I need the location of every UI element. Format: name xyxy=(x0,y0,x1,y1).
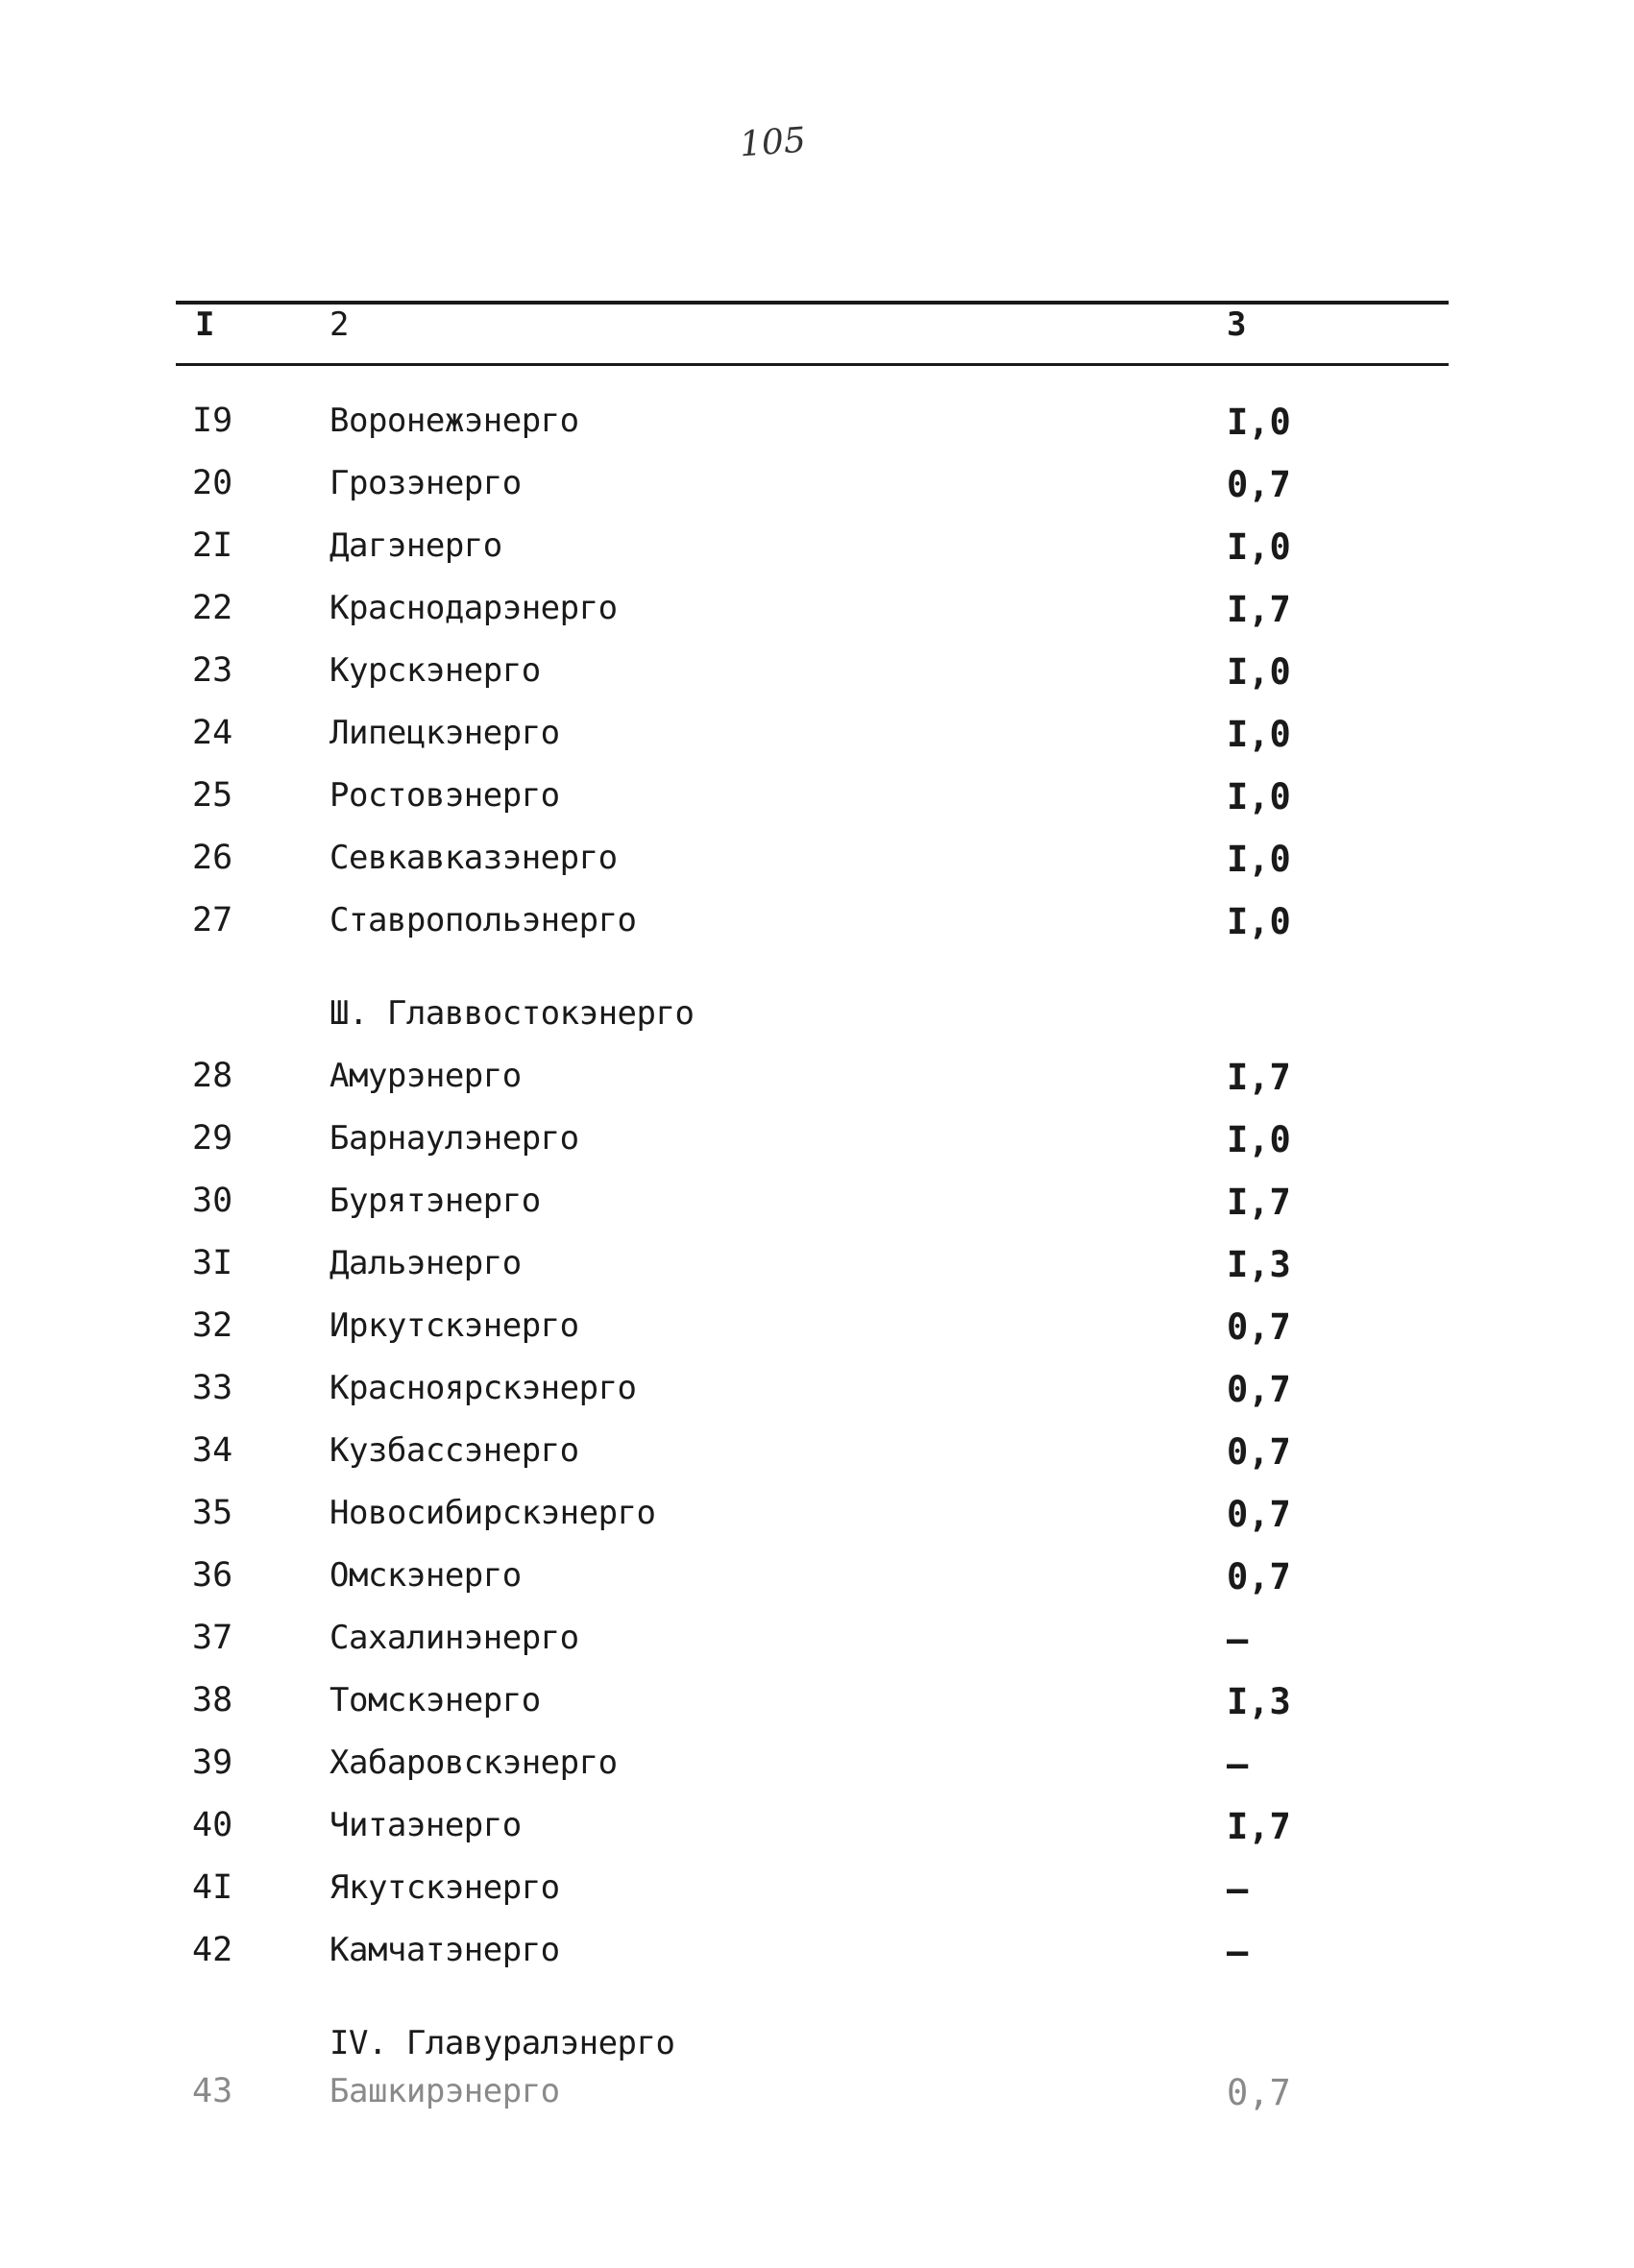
row-value: I,0 xyxy=(1227,402,1291,443)
page-number: 105 xyxy=(738,120,808,165)
row-value: I,7 xyxy=(1227,1806,1291,1847)
row-name: Кузбассэнерго xyxy=(329,1431,579,1470)
row-number: 22 xyxy=(192,589,233,627)
row-number: 36 xyxy=(192,1556,233,1595)
row-value: I,0 xyxy=(1227,714,1291,755)
row-name: Краснодарэнерго xyxy=(329,589,618,627)
row-number: 38 xyxy=(192,1681,233,1719)
row-value: I,7 xyxy=(1227,1182,1291,1223)
table-row xyxy=(0,1931,1634,1979)
row-value: I,0 xyxy=(1227,901,1291,942)
table-row xyxy=(0,1494,1634,1542)
table-row xyxy=(0,2072,1634,2120)
row-name: Севкавказэнерго xyxy=(329,839,618,877)
row-value: I,0 xyxy=(1227,776,1291,817)
table-row xyxy=(0,1182,1634,1230)
row-number: 3I xyxy=(192,1244,233,1282)
table-row xyxy=(0,776,1634,824)
row-name: Томскэнерго xyxy=(329,1681,541,1719)
row-name: Хабаровскэнерго xyxy=(329,1744,618,1782)
table-row xyxy=(0,1057,1634,1105)
table-row xyxy=(0,1556,1634,1604)
row-value: 0,7 xyxy=(1227,1431,1291,1473)
table-row xyxy=(0,1119,1634,1167)
row-number: 39 xyxy=(192,1744,233,1782)
row-name: Амурэнерго xyxy=(329,1057,522,1095)
row-name: Сахалинэнерго xyxy=(329,1619,579,1657)
section-heading xyxy=(0,994,1634,1042)
row-value: 0,7 xyxy=(1227,2072,1291,2113)
row-number: I9 xyxy=(192,402,233,440)
row-name: Ставропольэнерго xyxy=(329,901,637,939)
row-value: I,7 xyxy=(1227,1057,1291,1098)
table-header-rule xyxy=(176,363,1449,366)
table-row xyxy=(0,839,1634,887)
table-row xyxy=(0,714,1634,762)
row-value: I,0 xyxy=(1227,1119,1291,1160)
row-number: 27 xyxy=(192,901,233,939)
row-number: 43 xyxy=(192,2072,233,2110)
column-header-1: I xyxy=(195,305,215,344)
table-row xyxy=(0,1244,1634,1292)
row-name: Новосибирскэнерго xyxy=(329,1494,656,1532)
table-row xyxy=(0,1744,1634,1792)
row-value: I,0 xyxy=(1227,839,1291,880)
row-name: Воронежэнерго xyxy=(329,402,579,440)
section-title: Ш. Главвостокэнерго xyxy=(329,994,695,1033)
column-header-2: 2 xyxy=(329,305,350,344)
row-number: 34 xyxy=(192,1431,233,1470)
table-top-rule xyxy=(176,301,1449,305)
table-row xyxy=(0,464,1634,512)
row-value: – xyxy=(1227,1619,1249,1660)
row-number: 42 xyxy=(192,1931,233,1969)
row-value: – xyxy=(1227,1868,1249,1910)
section-title: IV. Главуралэнерго xyxy=(329,2024,675,2062)
row-number: 33 xyxy=(192,1369,233,1407)
row-name: Курскэнерго xyxy=(329,651,541,690)
row-name: Дальэнерго xyxy=(329,1244,522,1282)
row-name: Липецкэнерго xyxy=(329,714,560,752)
row-value: 0,7 xyxy=(1227,464,1291,505)
row-name: Якутскэнерго xyxy=(329,1868,560,1907)
row-number: 4I xyxy=(192,1868,233,1907)
table-row xyxy=(0,1806,1634,1854)
row-name: Ростовэнерго xyxy=(329,776,560,815)
row-number: 40 xyxy=(192,1806,233,1844)
row-number: 24 xyxy=(192,714,233,752)
row-value: 0,7 xyxy=(1227,1494,1291,1535)
table-row xyxy=(0,1868,1634,1916)
row-name: Бурятэнерго xyxy=(329,1182,541,1220)
row-number: 26 xyxy=(192,839,233,877)
row-value: 0,7 xyxy=(1227,1369,1291,1410)
row-number: 29 xyxy=(192,1119,233,1158)
row-value: I,0 xyxy=(1227,526,1291,568)
table-row xyxy=(0,651,1634,699)
table-row xyxy=(0,1431,1634,1479)
row-number: 20 xyxy=(192,464,233,502)
row-value: 0,7 xyxy=(1227,1306,1291,1348)
row-number: 32 xyxy=(192,1306,233,1345)
table-row xyxy=(0,402,1634,450)
row-value: I,7 xyxy=(1227,589,1291,630)
row-value: I,0 xyxy=(1227,651,1291,693)
row-name: Красноярскэнерго xyxy=(329,1369,637,1407)
table-row xyxy=(0,589,1634,637)
section-heading xyxy=(0,2024,1634,2072)
row-name: Читаэнерго xyxy=(329,1806,522,1844)
row-value: – xyxy=(1227,1931,1249,1972)
row-name: Барнаулэнерго xyxy=(329,1119,579,1158)
row-number: 37 xyxy=(192,1619,233,1657)
row-value: 0,7 xyxy=(1227,1556,1291,1597)
row-name: Камчатэнерго xyxy=(329,1931,560,1969)
table-row xyxy=(0,901,1634,949)
column-header-3: 3 xyxy=(1227,305,1247,344)
row-name: Омскэнерго xyxy=(329,1556,522,1595)
row-value: – xyxy=(1227,1744,1249,1785)
row-value: I,3 xyxy=(1227,1244,1291,1285)
row-name: Дагэнерго xyxy=(329,526,502,565)
table-row xyxy=(0,1681,1634,1729)
row-name: Башкирэнерго xyxy=(329,2072,560,2110)
row-number: 23 xyxy=(192,651,233,690)
table-row xyxy=(0,1619,1634,1667)
table-row xyxy=(0,526,1634,574)
row-value: I,3 xyxy=(1227,1681,1291,1722)
row-name: Грозэнерго xyxy=(329,464,522,502)
row-number: 2I xyxy=(192,526,233,565)
row-number: 30 xyxy=(192,1182,233,1220)
table-row xyxy=(0,1306,1634,1354)
row-number: 28 xyxy=(192,1057,233,1095)
table-row xyxy=(0,1369,1634,1417)
row-number: 35 xyxy=(192,1494,233,1532)
row-number: 25 xyxy=(192,776,233,815)
row-name: Иркутскэнерго xyxy=(329,1306,579,1345)
